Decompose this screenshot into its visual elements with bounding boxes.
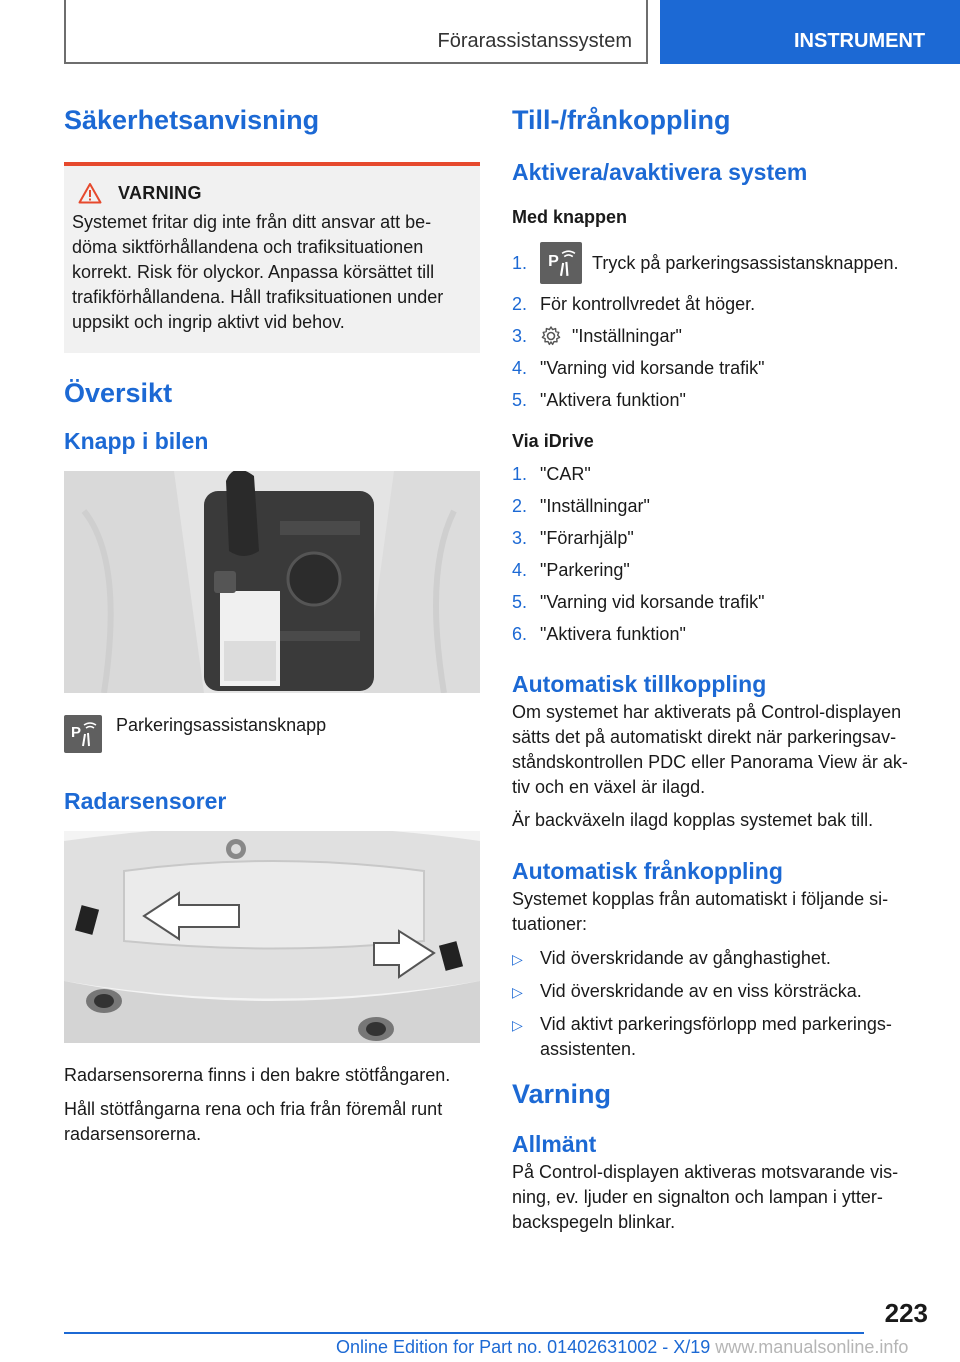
list-item [512, 1012, 932, 1062]
bullet-text: Vid överskridande av gånghastighet. [540, 948, 831, 968]
step-text: Tryck på parkeringsassistansknappen. [592, 252, 899, 273]
step-number: 1. [512, 252, 528, 273]
step-number: 2. [512, 495, 528, 516]
text-line: ståndskontrollen PDC eller Panorama View är ak- [512, 752, 908, 772]
step-number: 4. [512, 357, 528, 378]
step-number: 6. [512, 623, 528, 644]
step-number: 5. [512, 591, 528, 612]
radar-care-text [64, 1097, 480, 1147]
text-line: På Control-displayen aktiveras motsvarande vis- [512, 1162, 899, 1182]
bumper-photo [64, 831, 480, 1043]
list-item [512, 522, 932, 554]
step-text: "CAR" [540, 463, 591, 484]
list-item [512, 586, 932, 618]
step-text: För kontrollvredet åt höger. [540, 293, 756, 314]
heading-auto-on: Automatisk tillkoppling [512, 671, 767, 697]
list-item [512, 554, 932, 586]
heading-auto-off: Automatisk frånkoppling [512, 858, 783, 884]
page-number: 223 [884, 1298, 928, 1328]
right-column [512, 100, 932, 1235]
svg-text:P: P [71, 724, 82, 741]
bullet-text [540, 1012, 892, 1062]
heading-warning: Varning [512, 1079, 612, 1109]
step-text: "Förarhjälp" [540, 527, 634, 548]
header-chapter-tab [660, 0, 960, 64]
step-text: "Parkering" [540, 559, 630, 580]
parking-assistant-button-icon [540, 242, 582, 284]
warning-line: trafikförhållandena. Håll trafiksituationen under [72, 287, 444, 307]
heading-safety: Säkerhetsanvisning [64, 105, 320, 135]
footer-divider [64, 1332, 864, 1334]
reverse-gear-text: Är backväxeln ilagd kopplas systemet bak till. [512, 810, 874, 830]
list-item [512, 320, 932, 352]
text-line: Systemet kopplas från automatiskt i följande si- [512, 889, 889, 909]
heading-radar-sensors: Radarsensorer [64, 788, 227, 814]
radar-care-line: radarsensorerna. [64, 1124, 202, 1144]
bullet-line: Vid aktivt parkeringsförlopp med parkerings- [540, 1014, 892, 1034]
step-number: 5. [512, 389, 528, 410]
list-item [512, 979, 932, 1005]
step-number: 3. [512, 325, 528, 346]
list-item [512, 490, 932, 522]
text-line: tiv och en växel är ilagd. [512, 777, 706, 797]
warning-line: korrekt. Risk för olyckor. Anpassa körsättet till [72, 262, 435, 282]
heading-overview: Översikt [64, 378, 173, 408]
bullet-triangle-icon: ▷ [512, 951, 523, 967]
via-idrive-label: Via iDrive [512, 431, 594, 451]
header-chapter-title: INSTRUMENT [794, 30, 926, 52]
button-caption-text: Parkeringsassistansknapp [116, 715, 327, 735]
step-text: "Varning vid korsande trafik" [540, 357, 765, 378]
text-line: tuationer: [512, 914, 588, 934]
button-steps-list [512, 238, 932, 416]
warning-line: döma siktförhållandena och trafiksituationen [72, 237, 424, 257]
list-item [512, 238, 932, 288]
heading-toggle: Till-/frånkoppling [512, 105, 731, 135]
step-number: 3. [512, 527, 528, 548]
step-number: 2. [512, 293, 528, 314]
console-illustration [64, 471, 480, 693]
warning-line: Systemet fritar dig inte från ditt ansvar att be- [72, 212, 432, 232]
list-item [512, 384, 932, 416]
parking-assistant-button-icon [64, 715, 102, 753]
svg-text:P: P [548, 252, 559, 271]
radar-care-line: Håll stötfångarna rena och fria från föremål runt [64, 1099, 443, 1119]
list-item [512, 352, 932, 384]
heading-activate-system: Aktivera/avaktivera system [512, 159, 808, 185]
footer-edition [336, 1337, 908, 1358]
bullet-triangle-icon: ▷ [512, 984, 523, 1000]
heading-general: Allmänt [512, 1131, 597, 1157]
header-section-title: Förarassistanssystem [437, 30, 632, 52]
list-item [512, 288, 932, 320]
step-text: "Aktivera funktion" [540, 389, 686, 410]
console-photo [64, 471, 480, 693]
warning-text [72, 210, 472, 335]
gear-icon [540, 325, 562, 347]
step-number: 4. [512, 559, 528, 580]
text-line: ning, ev. ljuder en signalton och lampan i ytter- [512, 1187, 883, 1207]
button-caption [64, 713, 480, 753]
bullet-line: assistenten. [540, 1039, 637, 1059]
warning-title: VARNING [118, 182, 202, 203]
list-item [512, 458, 932, 490]
footer-watermark: www.manualsonline.info [715, 1337, 909, 1357]
list-item [512, 618, 932, 650]
footer-edition-text: Online Edition for Part no. 01402631002 - X/19 [336, 1337, 711, 1357]
auto-off-list [512, 946, 932, 1062]
with-button-label: Med knappen [512, 207, 628, 227]
warning-triangle-icon [78, 182, 102, 204]
text-line: sätts det på automatiskt direkt när parkeringsav- [512, 727, 897, 747]
warning-line: uppsikt och ingrip aktivt vid behov. [72, 312, 345, 332]
auto-off-text [512, 887, 932, 937]
step-text: "Inställningar" [540, 495, 650, 516]
bullet-triangle-icon: ▷ [512, 1017, 523, 1033]
bullet-text: Vid överskridande av en viss körsträcka. [540, 981, 862, 1001]
header-section-tab [64, 0, 648, 64]
text-line: Om systemet har aktiverats på Control-displayen [512, 702, 902, 722]
text-line: backspegeln blinkar. [512, 1212, 676, 1232]
warning-box [64, 166, 480, 353]
heading-button-in-car: Knapp i bilen [64, 428, 209, 454]
step-text: "Inställningar" [572, 325, 682, 346]
bumper-illustration [64, 831, 480, 1043]
step-text: "Aktivera funktion" [540, 623, 686, 644]
step-number: 1. [512, 463, 528, 484]
auto-on-text [512, 700, 932, 800]
step-text: "Varning vid korsande trafik" [540, 591, 765, 612]
general-text [512, 1160, 932, 1235]
idrive-steps-list [512, 458, 932, 650]
list-item [512, 946, 932, 972]
left-column [64, 100, 480, 1147]
radar-location-text: Radarsensorerna finns i den bakre stötfångaren. [64, 1065, 451, 1085]
